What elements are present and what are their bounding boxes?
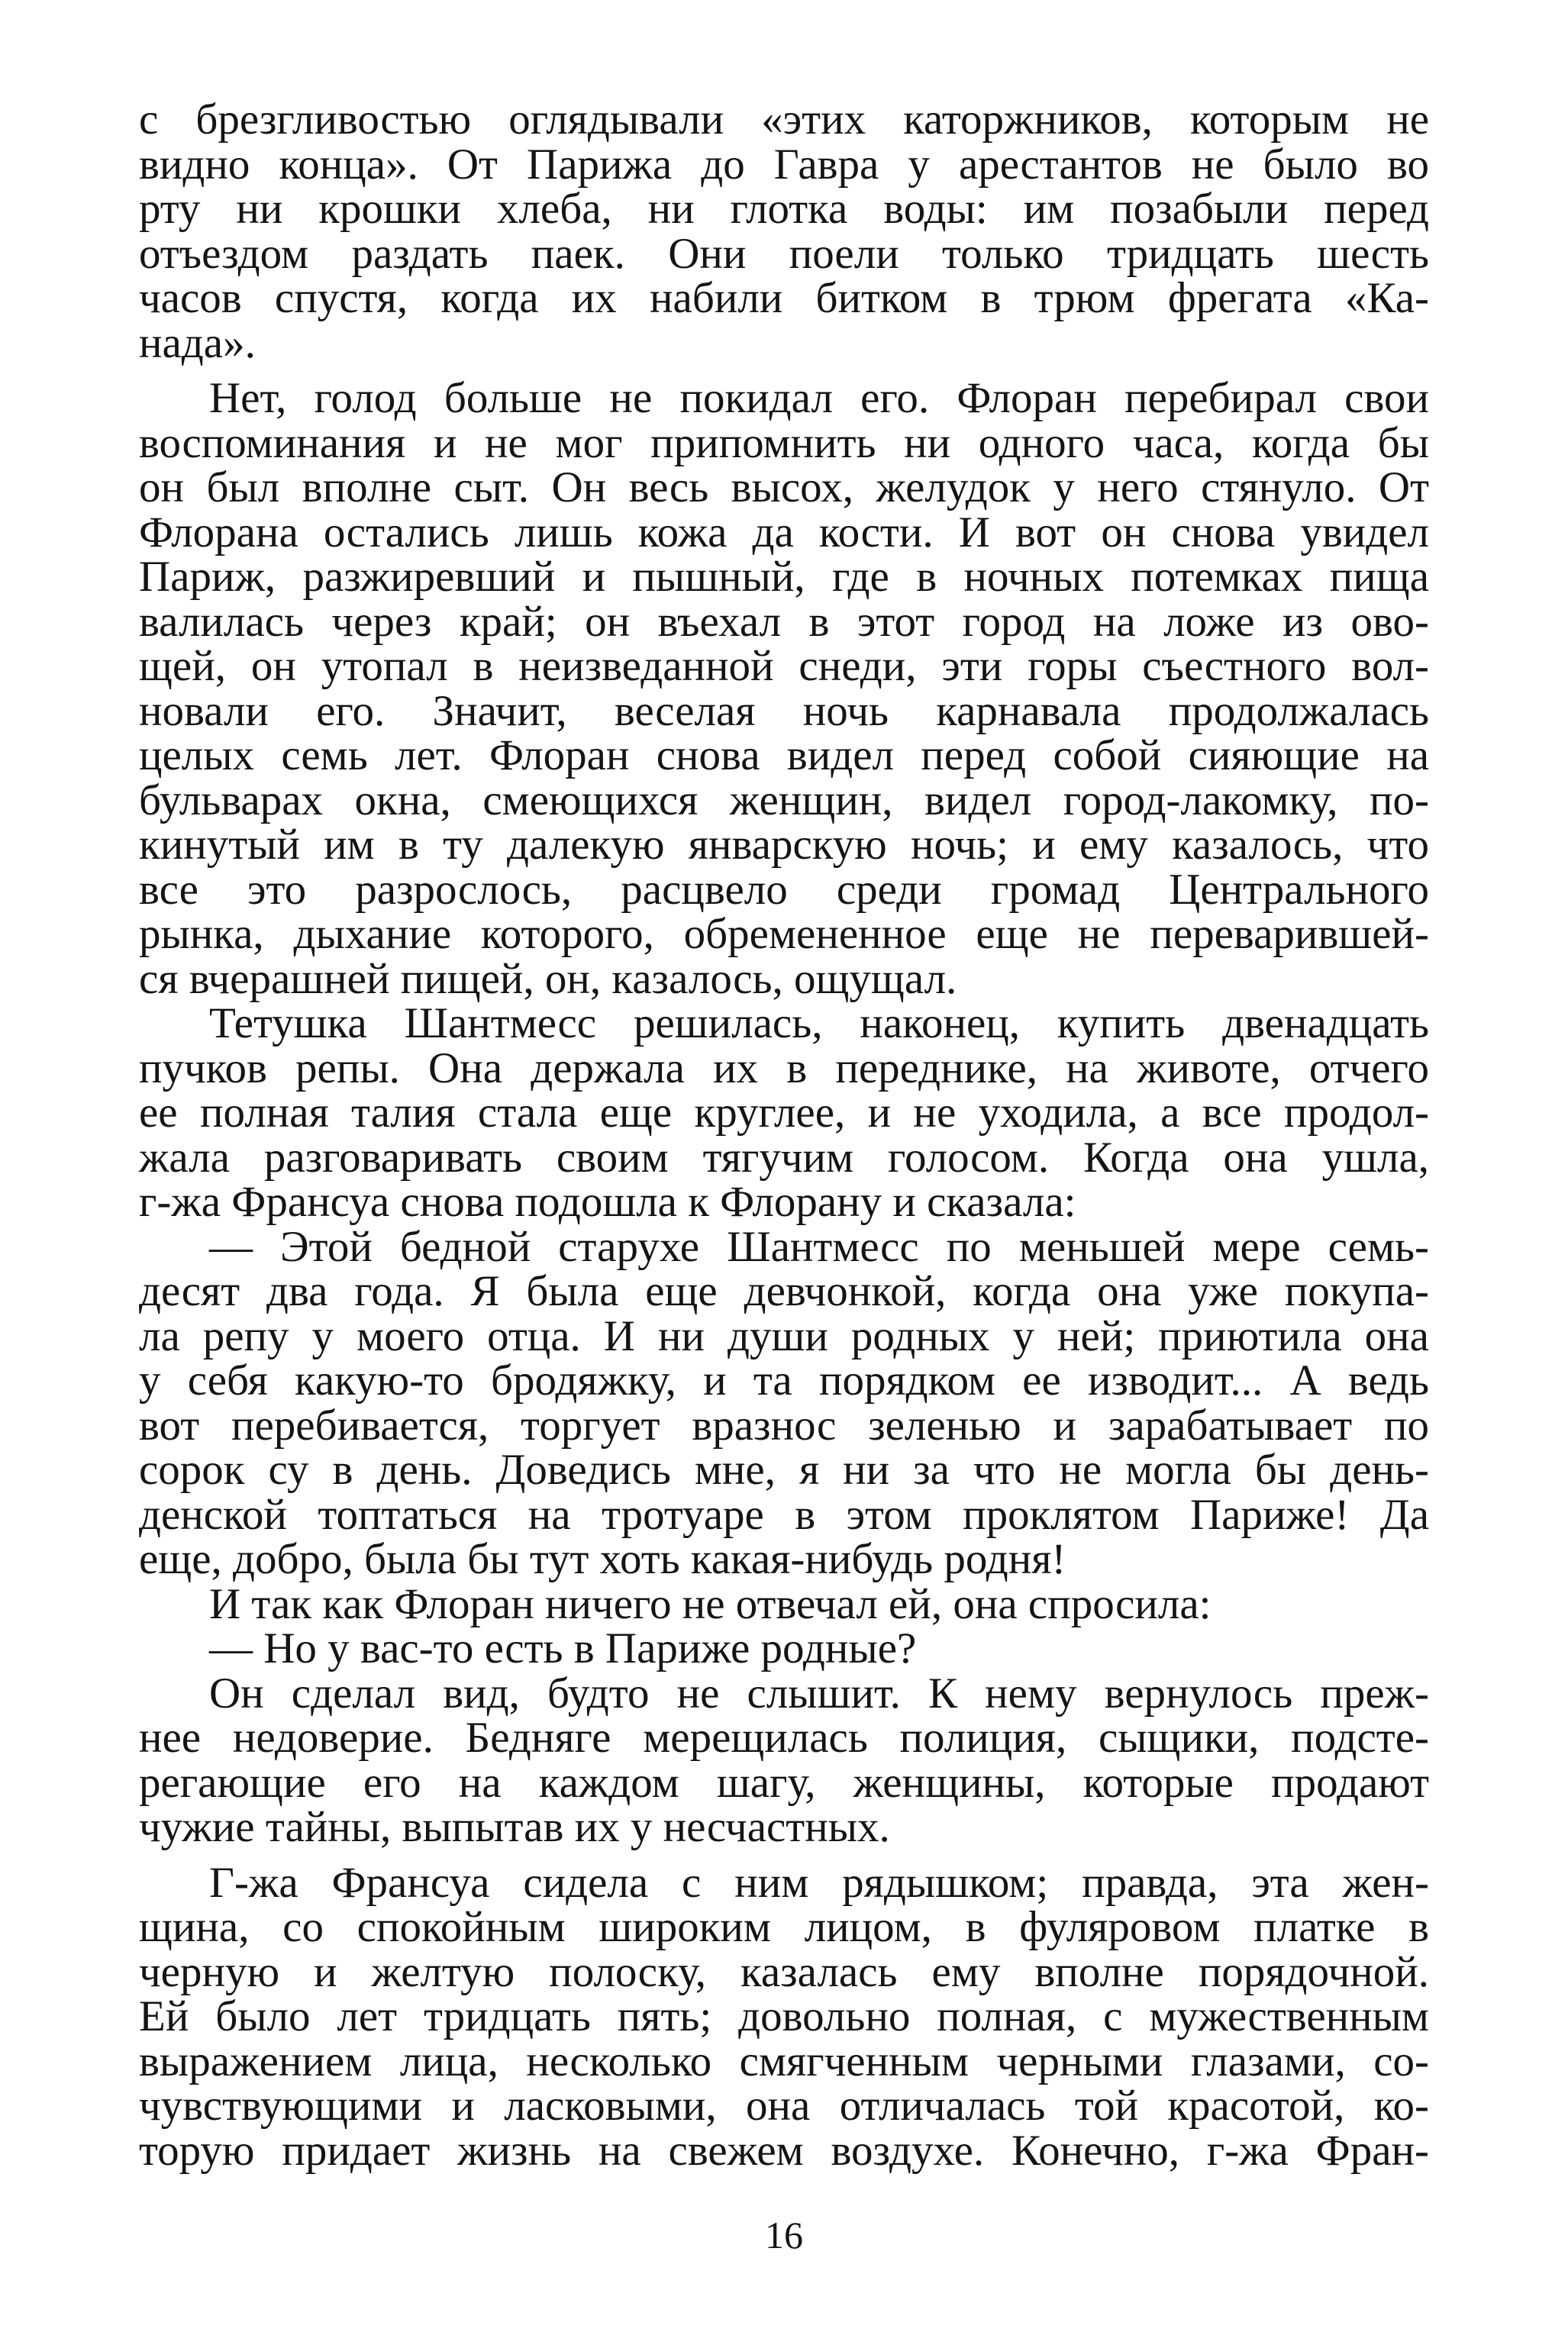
text-line: щей, он утопал в неизведанной снеди, эти горы съестного вол- [139,642,1429,690]
text-line: бульварах окна, смеющихся женщин, видел город-лакомку, по- [139,776,1429,824]
text-line: чувствующими и ласковыми, она отличалась той красотой, ко- [139,2082,1429,2130]
text-line: нада». [139,318,256,367]
text-line: нее недоверие. Бедняге мерещилась полиция, сыщики, подсте- [139,1714,1429,1762]
text-line: новали его. Значит, веселая ночь карнавала продолжалась [139,686,1429,735]
text-line: — Этой бедной старухе Шантмесс по меньшей мере семь- [209,1222,1429,1271]
text-line: ее полная талия стала еще круглее, и не уходила, а все продол- [139,1089,1429,1137]
text-line: часов спустя, когда их набили битком в трюм фрегата «Ка- [139,274,1429,322]
text-line: жала разговаривать своим тягучим голосом. Когда она ушла, [139,1133,1429,1182]
text-line: целых семь лет. Флоран снова видел перед собой сияющие на [139,731,1429,779]
text-line: воспоминания и не мог припомнить ни одного часа, когда бы [139,418,1429,467]
text-line: видно конца». От Парижа до Гавра у арестантов не было во [139,140,1429,189]
text-line: отъездом раздать паек. Они поели только тридцать шесть [139,229,1429,278]
text-line: пучков репы. Она держала их в переднике, на животе, отчего [139,1043,1429,1092]
text-line: Флорана остались лишь кожа да кости. И вот он снова увидел [139,508,1429,556]
text-line: ся вчерашней пищей, он, казалось, ощущал. [139,954,957,1003]
text-line: Тетушка Шантмесс решилась, наконец, купить двенадцать [209,999,1429,1047]
text-line: рынка, дыхание которого, обремененное еще не переварившей- [139,910,1429,958]
text-line: все это разрослось, расцвело среди громад Центрального [139,865,1429,914]
text-line: сорок су в день. Доведись мне, я ни за что не могла бы день- [139,1446,1429,1494]
paragraph [139,1858,1429,2175]
text-line: щина, со спокойным широким лицом, в фуляровом платке в [139,1903,1429,1951]
paragraph [139,1222,1429,1583]
page-body-text [139,95,1429,2175]
text-line: десят два года. Я была еще девчонкой, когда она уже покупа- [139,1267,1429,1315]
text-line: денской топтаться на тротуаре в этом проклятом Париже! Да [139,1490,1429,1539]
text-line: вот перебивается, торгует вразнос зеленью и зарабатывает по [139,1401,1429,1450]
text-line: валилась через край; он въехал в этот город на ложе из ово- [139,597,1429,646]
text-line: еще, добро, была бы тут хоть какая-нибудь родня! [139,1535,1066,1583]
text-line: с брезгливостью оглядывали «этих каторжников, которым не [139,95,1429,144]
text-line: И так как Флоран ничего не отвечал ей, она спросила: [209,1579,1211,1628]
text-line: Нет, голод больше не покидал его. Флоран перебирал свои [209,374,1429,422]
text-line: выражением лица, несколько смягченным черными глазами, со- [139,2037,1429,2085]
text-line: кинутый им в ту далекую январскую ночь; и ему казалось, что [139,821,1429,869]
page-number: 16 [765,2214,803,2256]
paragraph [139,1624,1429,1672]
text-line: торую придает жизнь на свежем воздухе. Конечно, г-жа Фран- [139,2126,1429,2175]
paragraph [139,1669,1429,1851]
text-line: Ей было лет тридцать пять; довольно полная, с мужественным [139,1992,1429,2040]
text-line: регающие его на каждом шагу, женщины, которые продают [139,1758,1429,1807]
text-line: рту ни крошки хлеба, ни глотка воды: им позабыли перед [139,185,1429,233]
paragraph [139,1579,1429,1628]
text-line: он был вполне сыт. Он весь высох, желудок у него стянуло. От [139,463,1429,511]
text-line: чужие тайны, выпытав их у несчастных. [139,1803,890,1851]
text-line: черную и желтую полоску, казалась ему вполне порядочной. [139,1947,1429,1996]
paragraph [139,376,1429,1002]
text-line: г-жа Франсуа снова подошла к Флорану и сказала: [139,1178,1076,1226]
text-line: Г-жа Франсуа сидела с ним рядышком; правда, эта жен- [209,1858,1429,1907]
text-line: ла репу у моего отца. И ни души родных у ней; приютила она [139,1311,1429,1360]
text-line: Он сделал вид, будто не слышит. К нему вернулось преж- [209,1669,1429,1718]
text-line: Париж, разжиревший и пышный, где в ночных потемках пища [139,553,1429,601]
text-line: у себя какую-то бродяжку, и та порядком ее изводит... А ведь [139,1356,1429,1405]
paragraph [139,999,1429,1226]
paragraph [139,95,1429,367]
text-line: — Но у вас-то есть в Париже родные? [209,1624,917,1672]
